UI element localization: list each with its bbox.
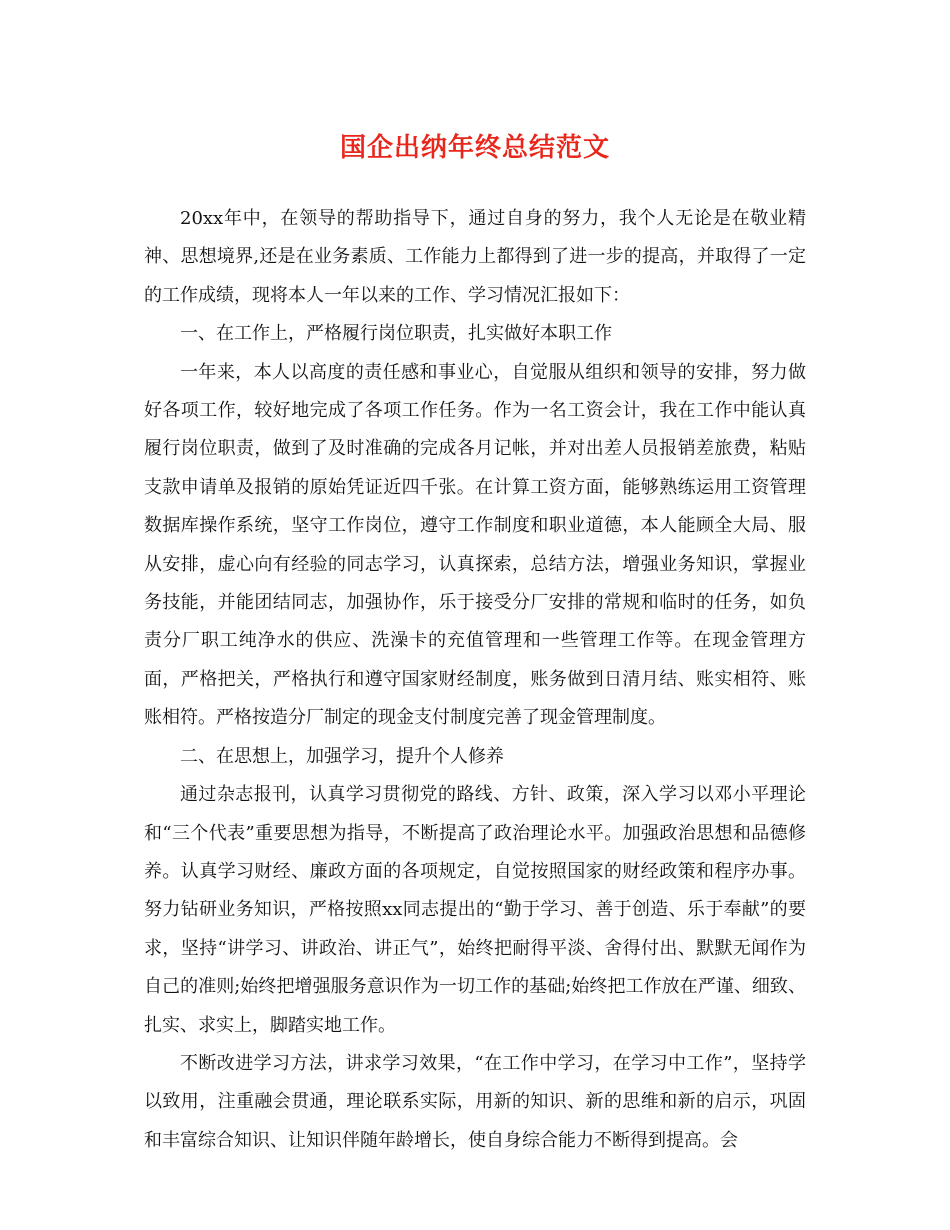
section-heading-thought: 二、在思想上，加强学习，提升个人修养 <box>180 745 504 767</box>
paragraph-work: 一年来，本人以高度的责任感和事业心，自觉服从组织和领导的安排，努力做好各项工作，较好地完成了各项工作任务。作为一名工资会计，我在工作中能认真履行岗位职责，做到了及时准确的完成各月记帐，并对出差人员报销差旅费，粘贴支款申请单及报销的原始凭证近四千张。在计算工资方面，能够熟练运用工资管理数据库操作系统，坚守工作岗位，遵守工作制度和职业道德，本人能顾全大局、服从安排，虚心向有经验的同志学习，认真探索，总结方法，增强业务知识，掌握业务技能，并能团结同志，加强协作，乐于接受分厂安排的常规和临时的任务，如负责分厂职工纯净水的供应、洗澡卡的充值管理和一些管理工作等。在现金管理方面，严格把关，严格执行和遵守国家财经制度，账务做到日清月结、账实相符、账账相符。严格按造分厂制定的现金支付制度完善了现金管理制度。 <box>144 361 806 729</box>
document-body <box>144 200 806 1160</box>
section-heading-work: 一、在工作上，严格履行岗位职责，扎实做好本职工作 <box>180 323 612 345</box>
paragraph-intro: 20xx年中，在领导的帮助指导下，通过自身的努力，我个人无论是在敬业精神、思想境界,还是在业务素质、工作能力上都得到了进一步的提高，并取得了一定的工作成绩，现将本人一年以来的工作、学习情况汇报如下： <box>144 208 806 306</box>
paragraph-study: 不断改进学习方法，讲求学习效果，“在工作中学习，在学习中工作”，坚持学以致用，注重融会贯通，理论联系实际，用新的知识、新的思维和新的启示，巩固和丰富综合知识、让知识伴随年龄增长，使自身综合能力不断得到提高。会 <box>144 1052 806 1151</box>
document-title: 国企出纳年终总结范文 <box>339 133 610 163</box>
paragraph-thought: 通过杂志报刊，认真学习贯彻党的路线、方针、政策，深入学习以邓小平理论和“三个代表”重要思想为指导，不断提高了政治理论水平。加强政治思想和品德修养。认真学习财经、廉政方面的各项规定，自觉按照国家的财经政策和程序办事。努力钻研业务知识，严格按照xx同志提出的“勤于学习、善于创造、乐于奉献”的要求，坚持“讲学习、讲政治、讲正气”，始终把耐得平淡、舍得付出、默默无闻作为自己的准则;始终把增强服务意识作为一切工作的基础;始终把工作放在严谨、细致、扎实、求实上，脚踏实地工作。 <box>144 784 806 1036</box>
